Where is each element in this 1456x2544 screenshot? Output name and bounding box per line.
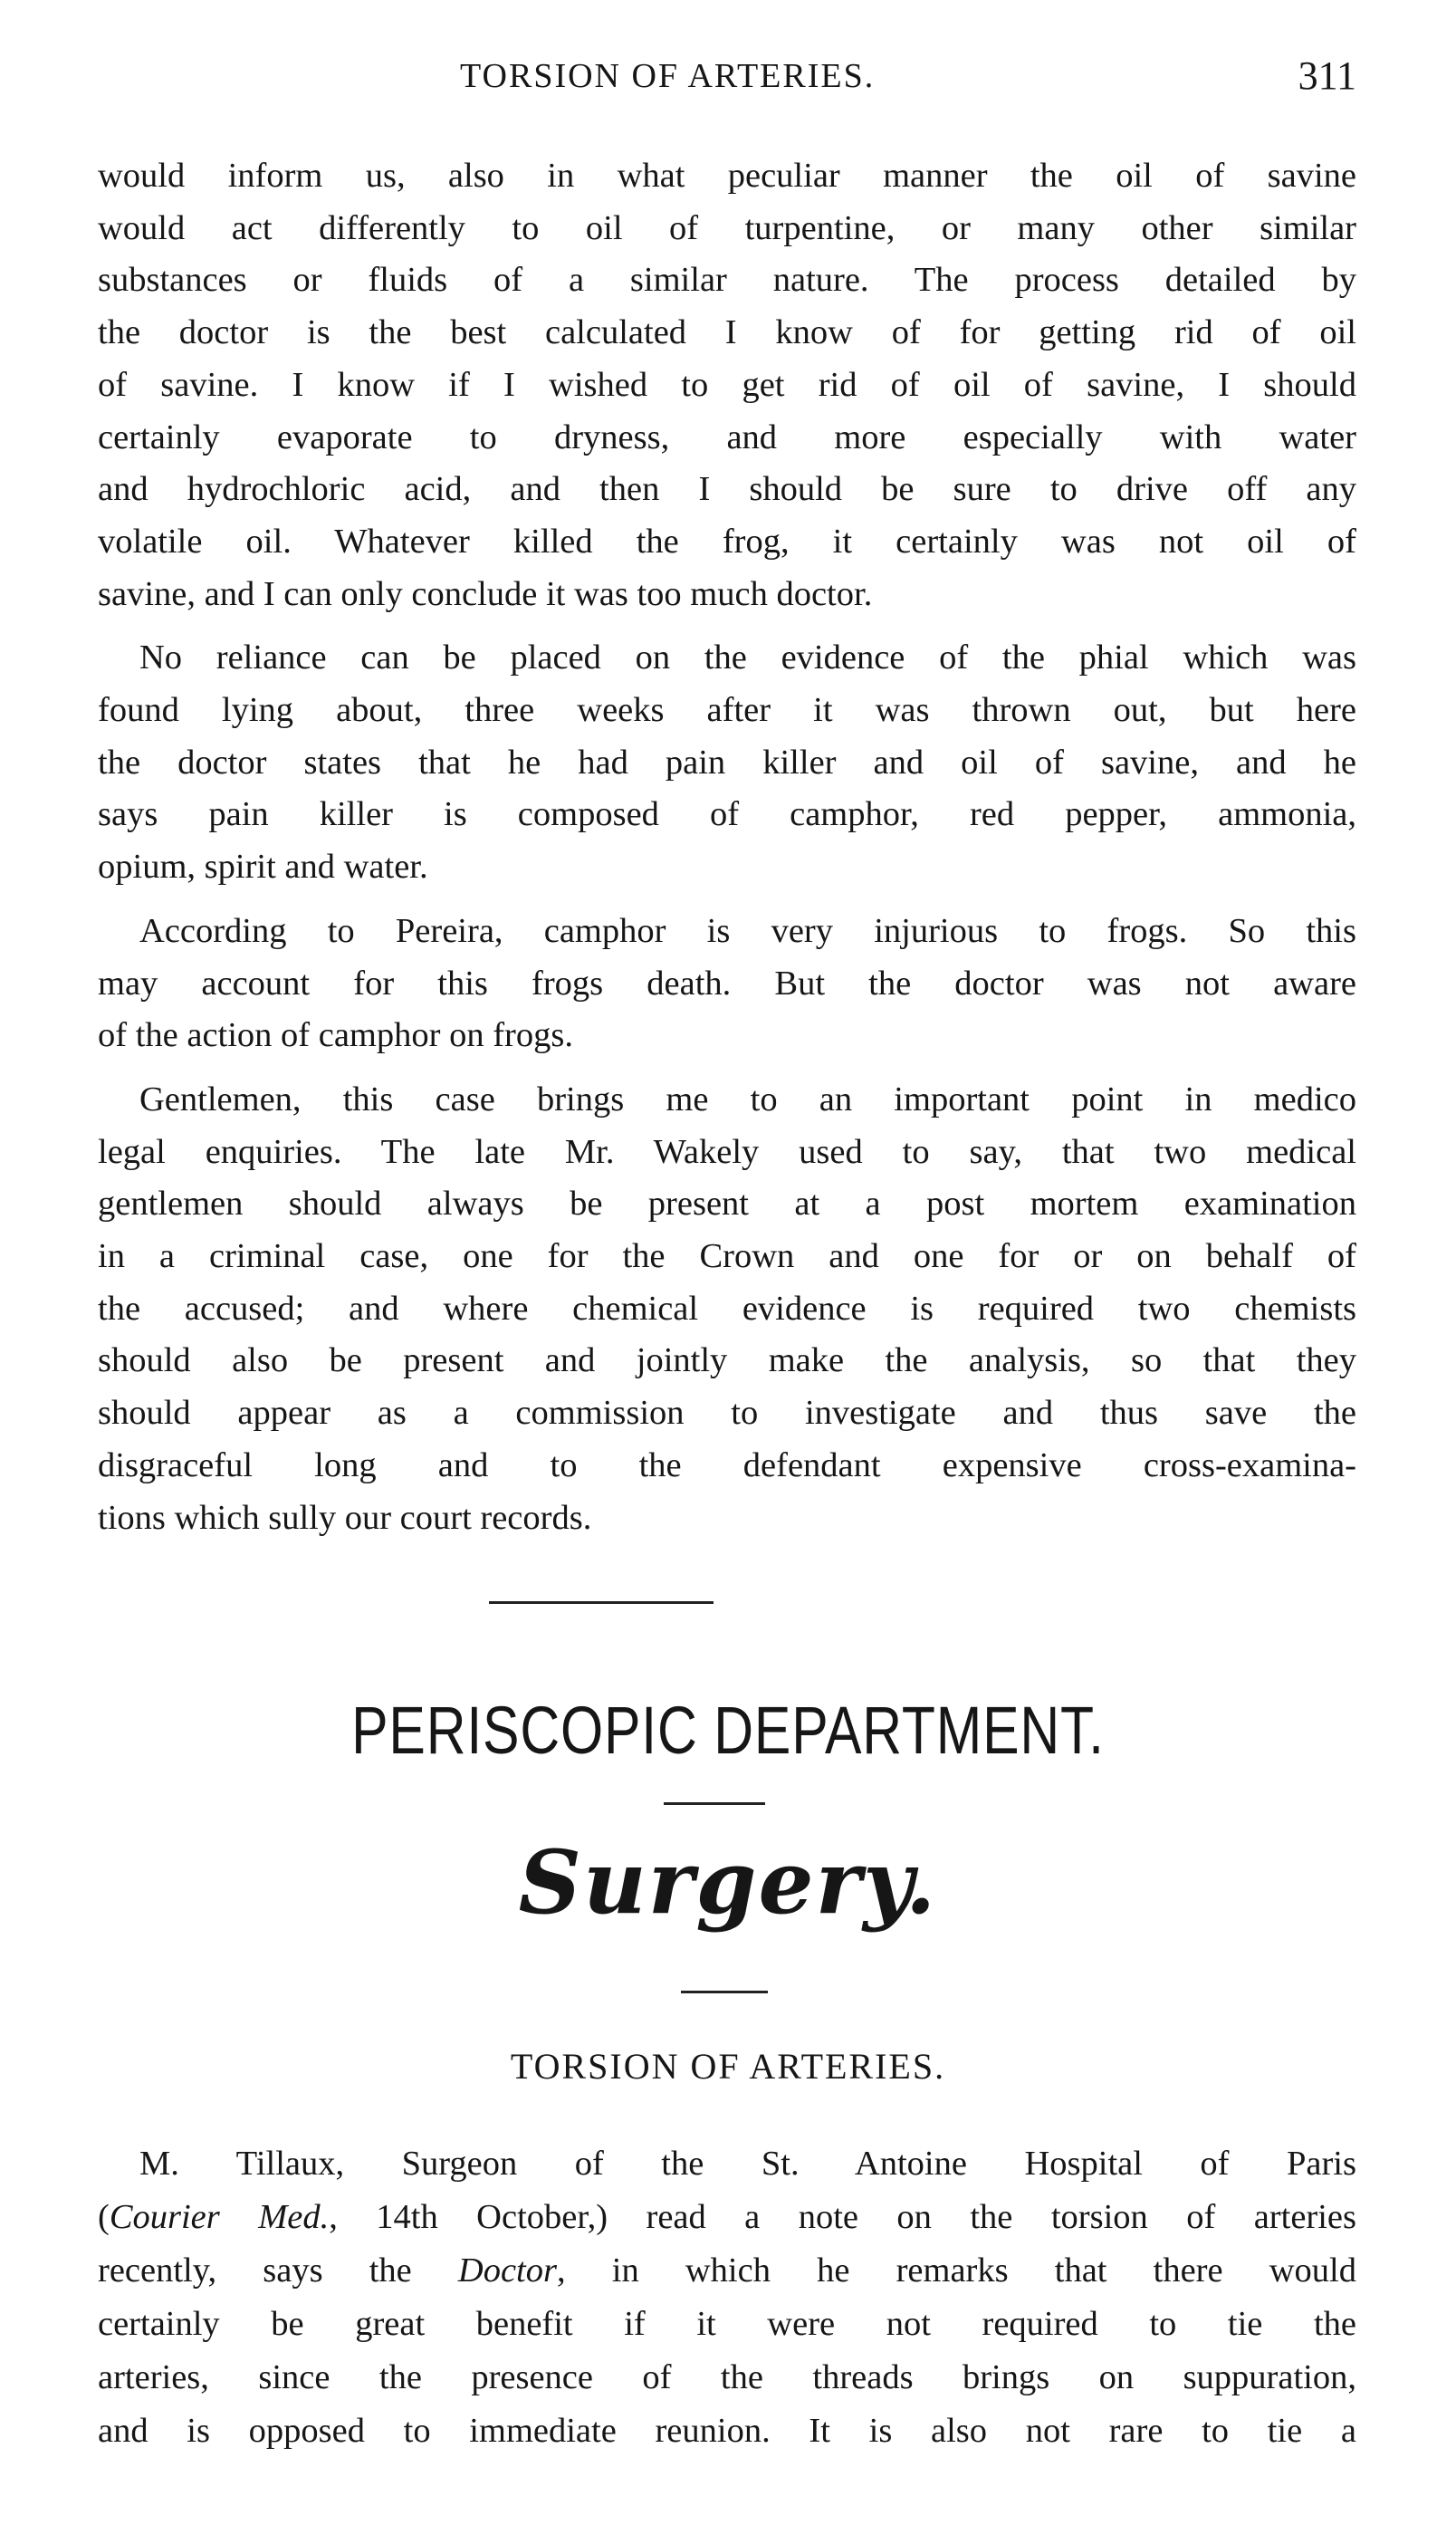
page-number: 311 [1298, 53, 1356, 98]
text-line: should appear as a commission to investigate and thus save the [98, 1394, 1356, 1433]
text-line: According to Pereira, camphor is very injurious to frogs. So this [139, 911, 1356, 950]
text-line: would act differently to oil of turpentine, or many other similar [98, 208, 1356, 247]
subsection-divider-rule [681, 1991, 768, 1993]
paragraph [98, 150, 1356, 620]
text-line: Gentlemen, this case brings me to an important point in medico [139, 1080, 1356, 1118]
text-line: in a criminal case, one for the Crown and one for or on behalf of [98, 1237, 1356, 1276]
page-header [98, 53, 1356, 110]
text-line: says pain killer is composed of camphor, red pepper, ammonia, [98, 795, 1356, 834]
section-heading: PERISCOPIC DEPARTMENT. [351, 1693, 1105, 1768]
text-line: the doctor states that he had pain killer and oil of savine, and he [98, 743, 1356, 782]
text-line: substances or fluids of a similar nature. The process detailed by [98, 261, 1356, 300]
text-line: M. Tillaux, Surgeon of the St. Antoine Hospital of Paris [139, 2145, 1356, 2183]
subsection-heading: Surgery. [518, 1831, 938, 1934]
text-line: tions which sully our court records. [98, 1498, 592, 1537]
text-line: disgraceful long and to the defendant expensive cross-examina- [98, 1445, 1356, 1484]
text-line: No reliance can be placed on the evidence of the phial which was [139, 638, 1356, 677]
text-line: recently, says the Doctor, in which he remarks that there would [98, 2251, 1356, 2290]
text-line: certainly evaporate to dryness, and more especially with water [98, 418, 1356, 456]
text-line: savine, and I can only conclude it was too much doctor. [98, 574, 873, 613]
text-line: arteries, since the presence of the threads brings on suppuration, [98, 2358, 1356, 2396]
text-line: may account for this frogs death. But the doctor was not aware [98, 964, 1356, 1003]
text-line: and hydrochloric acid, and then I should be sure to drive off any [98, 470, 1356, 509]
text-line: volatile oil. Whatever killed the frog, it certainly was not oil of [98, 522, 1356, 561]
text-line: should also be present and jointly make the analysis, so that they [98, 1341, 1356, 1380]
section-divider-rule [489, 1601, 714, 1604]
text-line: of the action of camphor on frogs. [98, 1016, 573, 1055]
paragraph [98, 2137, 1356, 2458]
text-line: legal enquiries. The late Mr. Wakely used to say, that two medical [98, 1132, 1356, 1171]
article-text [98, 2137, 1356, 2470]
paragraph [98, 1074, 1356, 1544]
text-line: gentlemen should always be present at a post mortem examination [98, 1185, 1356, 1224]
article-title: TORSION OF ARTERIES. [510, 2046, 946, 2087]
text-line: (Courier Med., 14th October,) read a note on the torsion of arteries [98, 2198, 1356, 2236]
text-line: certainly be great benefit if it were not required to tie the [98, 2305, 1356, 2343]
text-line: and is opposed to immediate reunion. It is also not rare to tie a [98, 2412, 1356, 2450]
text-line: opium, spirit and water. [98, 848, 428, 887]
body-text [98, 150, 1356, 1556]
paragraph [98, 632, 1356, 894]
text-line: the accused; and where chemical evidence is required two chemists [98, 1289, 1356, 1328]
running-title: TORSION OF ARTERIES. [460, 57, 876, 95]
heading-divider-rule [664, 1802, 765, 1805]
text-line: found lying about, three weeks after it was thrown out, but here [98, 691, 1356, 730]
paragraph [98, 906, 1356, 1062]
text-line: the doctor is the best calculated I know of for getting rid of oil [98, 313, 1356, 352]
text-line: of savine. I know if I wished to get rid of oil of savine, I should [98, 365, 1356, 404]
text-line: would inform us, also in what peculiar manner the oil of savine [98, 157, 1356, 195]
